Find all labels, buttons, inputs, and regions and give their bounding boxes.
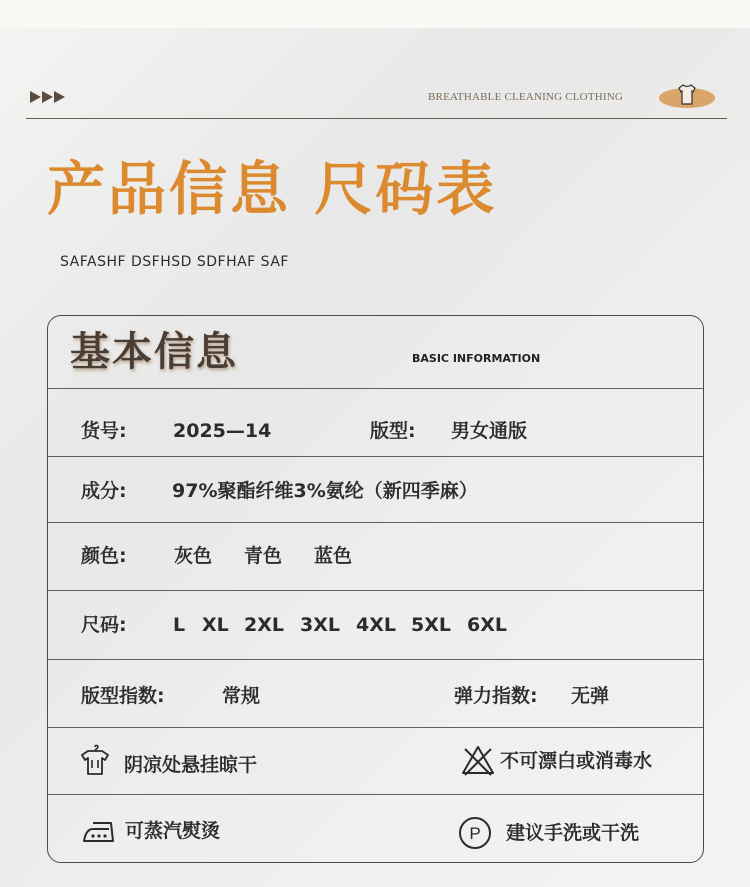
no-bleach-icon <box>460 743 496 777</box>
card-title-en: BASIC INFORMATION <box>412 352 541 365</box>
professional-clean-symbol: P <box>469 824 481 843</box>
page-title: 产品信息 尺码表 <box>47 155 498 223</box>
iron-icon <box>81 819 119 845</box>
sizes-label: 尺码: <box>81 614 127 636</box>
fit-index-label: 版型指数: <box>81 685 165 707</box>
tshirt-icon <box>675 82 699 106</box>
stretch-index-label: 弹力指数: <box>454 685 538 707</box>
care-no-bleach: 不可漂白或消毒水 <box>500 750 653 772</box>
care-steam-iron: 可蒸汽熨烫 <box>125 820 221 842</box>
size-5xl: 5XL <box>411 614 451 636</box>
header-tagline: BREATHABLE CLEANING CLOTHING <box>428 91 624 103</box>
material-value: 97%聚酯纤维3%氨纶（新四季麻） <box>172 480 478 502</box>
item-no-label: 货号: <box>81 420 127 442</box>
material-label: 成分: <box>81 480 127 502</box>
row-indices <box>48 659 703 728</box>
page-subtitle: SAFASHF DSFHSD SDFHAF SAF <box>60 254 289 270</box>
fit-label: 版型: <box>370 420 416 442</box>
row-care-1 <box>48 727 703 795</box>
card-title: 基本信息 <box>70 329 238 375</box>
color-cyan: 青色 <box>244 545 283 567</box>
size-xl: XL <box>202 614 229 636</box>
hang-dry-shade-icon <box>78 744 112 776</box>
care-hand-or-dry-clean: 建议手洗或干洗 <box>506 822 640 844</box>
fit-index-value: 常规 <box>222 685 261 707</box>
size-6xl: 6XL <box>467 614 507 636</box>
info-card <box>47 315 704 863</box>
size-3xl: 3XL <box>300 614 340 636</box>
triple-arrow-icon <box>30 91 65 103</box>
fit-value: 男女通版 <box>451 420 528 442</box>
top-strip <box>0 0 750 28</box>
tshirt-badge <box>659 88 715 108</box>
professional-clean-icon <box>458 816 492 850</box>
size-2xl: 2XL <box>244 614 284 636</box>
row-material <box>48 456 703 523</box>
card-header <box>48 316 703 388</box>
size-l: L <box>173 614 186 636</box>
item-no-value: 2025—14 <box>173 420 272 442</box>
row-item-fit <box>48 388 703 457</box>
size-4xl: 4XL <box>356 614 396 636</box>
care-hang-dry: 阴凉处悬挂晾干 <box>124 754 258 776</box>
row-care-2 <box>48 794 703 863</box>
stretch-index-value: 无弹 <box>571 685 610 707</box>
row-colors <box>48 522 703 591</box>
color-gray: 灰色 <box>174 545 213 567</box>
row-sizes <box>48 590 703 660</box>
colors-label: 颜色: <box>81 545 127 567</box>
color-blue: 蓝色 <box>314 545 353 567</box>
header-divider <box>26 118 727 119</box>
